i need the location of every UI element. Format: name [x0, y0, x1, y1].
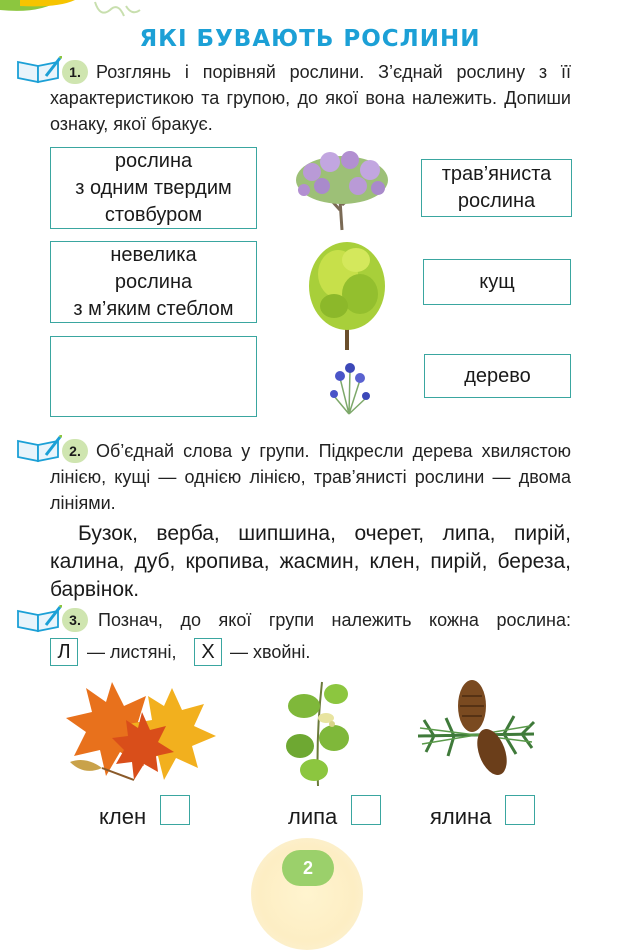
- task-3-text: Познач, до якої групи належить кожна рослина:: [98, 610, 571, 630]
- linden-branch-image: [282, 676, 352, 788]
- book-pencil-icon: [16, 605, 62, 633]
- group-box-shrub: кущ: [423, 259, 571, 305]
- spruce-answer-box[interactable]: [505, 795, 535, 825]
- legend-deciduous-text: — листяні,: [87, 642, 177, 662]
- task-3-number: 3.: [62, 608, 88, 632]
- group-box-tree: дерево: [424, 354, 571, 398]
- plant-label-spruce: ялина: [430, 804, 492, 829]
- characteristic-box-empty[interactable]: [50, 336, 257, 417]
- group-box-herbaceous: трав’яниста рослина: [421, 159, 572, 217]
- bush-lilac-image: [292, 150, 392, 232]
- page-number: 2: [282, 850, 334, 886]
- legend-letter-x: Х: [194, 638, 222, 666]
- maple-leaves-image: [62, 672, 218, 790]
- task-2-number: 2.: [62, 439, 88, 463]
- legend-coniferous-text: — хвойні.: [230, 642, 311, 662]
- task-2-text: Об’єднай слова у групи. Підкресли дерева хвилястою лінією, кущі — однією лінією, трав’янисті рослини — двома лініями.: [50, 441, 571, 513]
- characteristic-box-1: рослина з одним твердим стовбуром: [50, 147, 257, 229]
- tree-image: [306, 236, 388, 352]
- plant-label-maple: клен: [99, 804, 147, 829]
- maple-answer-box[interactable]: [160, 795, 190, 825]
- plant-label-linden: липа: [288, 804, 338, 829]
- herb-cornflower-image: [326, 356, 372, 416]
- task-1-number: 1.: [62, 60, 88, 84]
- characteristic-box-2: невелика рослина з м’яким стеблом: [50, 241, 257, 323]
- top-decoration: [0, 0, 170, 24]
- spruce-branch-image: [414, 676, 538, 786]
- page-title: ЯКІ БУВАЮТЬ РОСЛИНИ: [139, 26, 481, 52]
- legend-letter-l: Л: [50, 638, 78, 666]
- linden-answer-box[interactable]: [351, 795, 381, 825]
- task-1-text: Розглянь і порівняй рослини. З’єднай рослину з її характеристикою та групою, до якої вона належить. Допиши ознаку, якої бракує.: [50, 62, 571, 134]
- word-list: Бузок, верба, шипшина, очерет, липа, пирій, калина, дуб, кропива, жасмин, клен, пирій, береза, барвінок.: [50, 522, 571, 601]
